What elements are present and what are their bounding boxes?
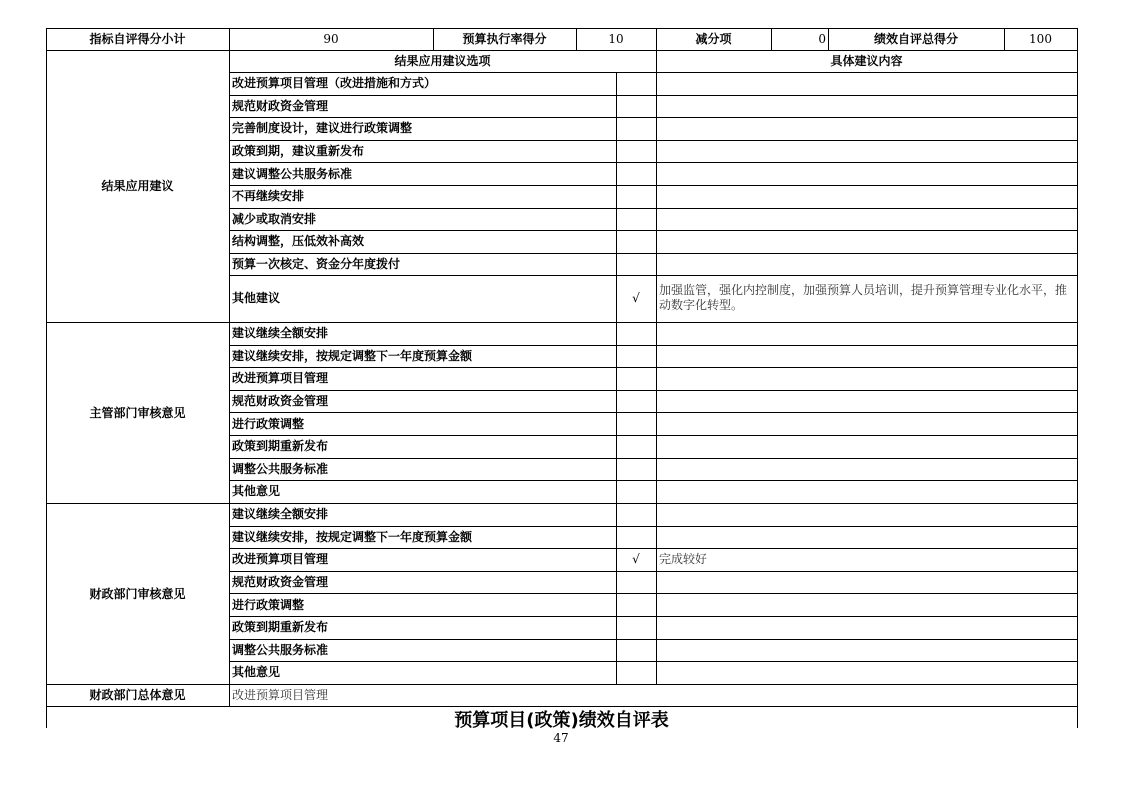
grid-hline: [46, 503, 1077, 504]
grid-vline: [828, 28, 829, 50]
check-mark: [616, 526, 656, 549]
check-mark: [616, 412, 656, 435]
budget-rate-value: 10: [608, 32, 624, 46]
page-number: 47: [553, 731, 569, 745]
detail-text: [656, 117, 1077, 140]
overall-label: 财政部门总体意见: [89, 688, 186, 702]
grid-hline: [229, 412, 1077, 413]
check-mark: [616, 117, 656, 140]
grid-hline: [229, 435, 1077, 436]
detail-text: [656, 162, 1077, 185]
check-mark: √: [632, 552, 640, 567]
check-mark: [616, 367, 656, 390]
grid-hline: [229, 571, 1077, 572]
option-label: 预算一次核定、资金分年度拨付: [232, 257, 401, 272]
grid-hline: [46, 50, 1077, 51]
option-label: 规范财政资金管理: [232, 575, 329, 590]
detail-text: [656, 639, 1077, 662]
grid-vline: [771, 28, 772, 50]
deduction-label: 减分项: [695, 32, 732, 46]
check-mark: [616, 95, 656, 118]
grid-hline: [229, 616, 1077, 617]
check-mark: [616, 616, 656, 639]
check-mark: [616, 661, 656, 684]
option-label: 进行政策调整: [232, 416, 305, 431]
detail-text: [656, 526, 1077, 549]
grid-vline: [576, 28, 577, 50]
grid-hline: [46, 28, 1077, 29]
grid-hline: [229, 253, 1077, 254]
grid-hline: [229, 72, 1077, 73]
grid-hline: [229, 548, 1077, 549]
option-label: 调整公共服务标准: [232, 461, 329, 476]
section-label-dept: 主管部门审核意见: [89, 405, 186, 420]
option-label: 完善制度设计，建议进行政策调整: [232, 121, 413, 136]
detail-text: [656, 593, 1077, 616]
options-header: 结果应用建议选项: [394, 54, 491, 68]
grid-vline: [433, 28, 434, 50]
option-label: 建议继续安排，按规定调整下一年度预算金额: [232, 348, 473, 363]
detail-text: [656, 390, 1077, 413]
grid-hline: [229, 345, 1077, 346]
check-mark: [616, 345, 656, 368]
section-label-result: 结果应用建议: [101, 179, 174, 193]
option-label: 政策到期，建议重新发布: [232, 144, 365, 159]
option-label: 改进预算项目管理（改进措施和方式）: [232, 76, 437, 91]
grid-vline: [46, 28, 47, 728]
grid-hline: [229, 661, 1077, 662]
grid-hline: [229, 367, 1077, 368]
detail-text: [656, 208, 1077, 231]
option-label: 结构调整，压低效补高效: [232, 234, 365, 249]
check-mark: [616, 72, 656, 95]
option-label: 改进预算项目管理: [232, 552, 329, 567]
grid-hline: [229, 526, 1077, 527]
check-mark: [616, 458, 656, 481]
option-label: 其他意见: [232, 484, 281, 499]
check-mark: [616, 593, 656, 616]
detail-text: [656, 322, 1077, 345]
grid-hline: [229, 480, 1077, 481]
check-mark: [616, 480, 656, 503]
grid-hline: [229, 458, 1077, 459]
grid-hline: [229, 140, 1077, 141]
option-label: 其他建议: [232, 291, 281, 306]
check-mark: [616, 322, 656, 345]
option-label: 其他意见: [232, 665, 281, 680]
grid-vline: [616, 72, 617, 684]
check-mark: [616, 435, 656, 458]
check-mark: [616, 503, 656, 526]
grid-hline: [229, 230, 1077, 231]
check-mark: [616, 185, 656, 208]
detail-text: [656, 140, 1077, 163]
grid-hline: [229, 275, 1077, 276]
next-table-title: 预算项目(政策)绩效自评表: [454, 710, 669, 731]
check-mark: [616, 140, 656, 163]
detail-text: [656, 435, 1077, 458]
option-label: 不再继续安排: [232, 189, 305, 204]
grid-hline: [229, 639, 1077, 640]
detail-text: [656, 616, 1077, 639]
detail-text: [656, 95, 1077, 118]
option-label: 政策到期重新发布: [232, 620, 329, 635]
details-header: 具体建议内容: [830, 54, 903, 68]
option-label: 规范财政资金管理: [232, 394, 329, 409]
option-label: 建议调整公共服务标准: [232, 166, 353, 181]
detail-text: 加强监管，强化内控制度，加强预算人员培训，提升预算管理专业化水平，推动数字化转型。: [659, 283, 1068, 313]
indicator-subtotal-value: 90: [323, 32, 339, 46]
option-label: 改进预算项目管理: [232, 371, 329, 386]
total-score-label: 绩效自评总得分: [873, 32, 958, 46]
detail-text: [656, 458, 1077, 481]
detail-text: [656, 345, 1077, 368]
detail-text: [656, 412, 1077, 435]
detail-text: [656, 661, 1077, 684]
detail-text: [656, 253, 1077, 276]
option-label: 建议继续安排，按规定调整下一年度预算金额: [232, 529, 473, 544]
detail-text: [656, 503, 1077, 526]
deduction-value: 0: [818, 32, 826, 46]
detail-text: [656, 72, 1077, 95]
option-label: 减少或取消安排: [232, 211, 317, 226]
detail-text: 完成较好: [659, 551, 708, 566]
grid-hline: [229, 162, 1077, 163]
check-mark: [616, 253, 656, 276]
grid-vline: [1077, 28, 1078, 728]
grid-hline: [229, 208, 1077, 209]
grid-hline: [46, 684, 1077, 685]
grid-vline: [656, 28, 657, 50]
grid-hline: [229, 185, 1077, 186]
grid-vline: [656, 50, 657, 684]
check-mark: [616, 571, 656, 594]
grid-hline: [46, 322, 1077, 323]
detail-text: [656, 571, 1077, 594]
option-label: 建议继续全额安排: [232, 326, 329, 341]
grid-hline: [229, 95, 1077, 96]
check-mark: √: [632, 291, 640, 306]
grid-hline: [229, 117, 1077, 118]
check-mark: [616, 390, 656, 413]
overall-value: 改进预算项目管理: [232, 688, 329, 702]
detail-text: [656, 367, 1077, 390]
detail-text: [656, 230, 1077, 253]
grid-hline: [229, 390, 1077, 391]
section-label-finance: 财政部门审核意见: [89, 586, 186, 601]
option-label: 建议继续全额安排: [232, 507, 329, 522]
grid-vline: [1004, 28, 1005, 50]
option-label: 进行政策调整: [232, 597, 305, 612]
grid-vline: [229, 28, 230, 706]
check-mark: [616, 639, 656, 662]
check-mark: [616, 208, 656, 231]
option-label: 规范财政资金管理: [232, 98, 329, 113]
detail-text: [656, 185, 1077, 208]
budget-rate-label: 预算执行率得分: [462, 32, 547, 46]
detail-text: [656, 480, 1077, 503]
check-mark: [616, 230, 656, 253]
option-label: 调整公共服务标准: [232, 642, 329, 657]
indicator-subtotal-label: 指标自评得分小计: [89, 32, 186, 46]
check-mark: [616, 162, 656, 185]
grid-hline: [229, 593, 1077, 594]
total-score-value: 100: [1029, 32, 1052, 46]
option-label: 政策到期重新发布: [232, 439, 329, 454]
